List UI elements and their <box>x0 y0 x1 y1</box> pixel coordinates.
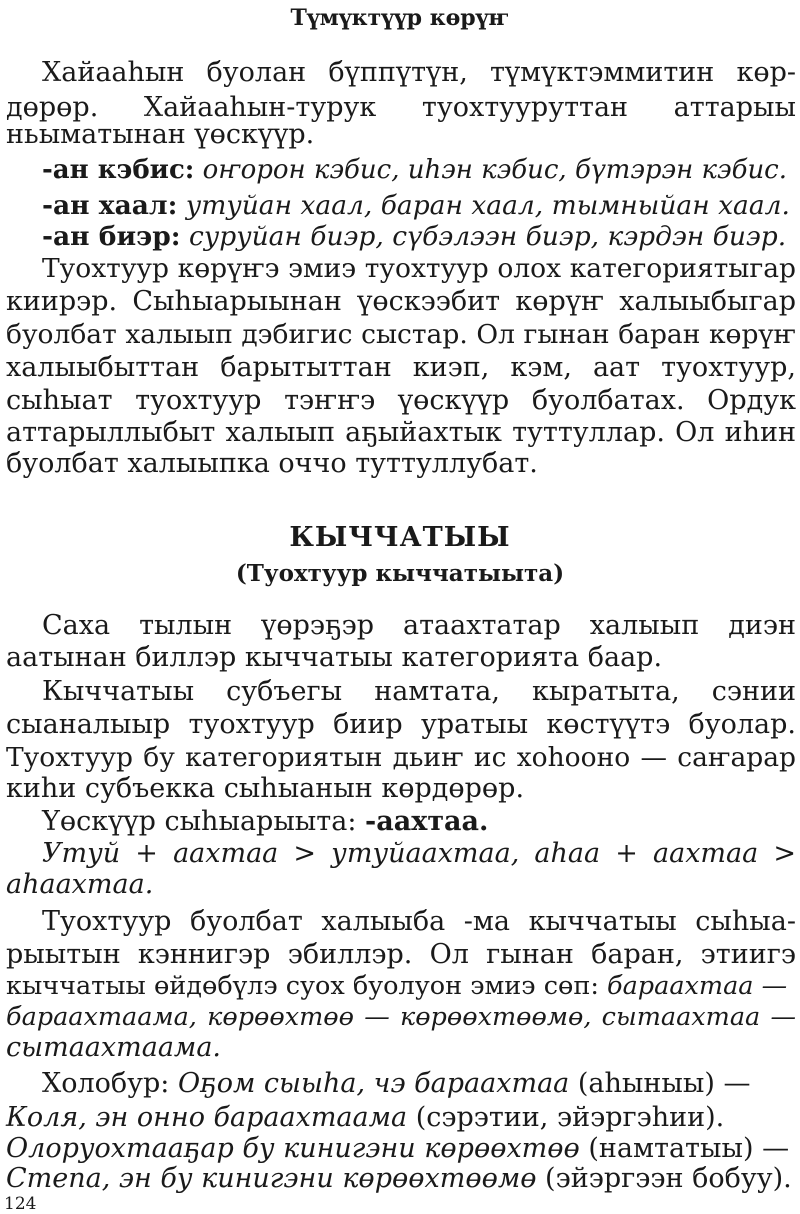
page-number: 124 <box>4 1194 37 1214</box>
formation-example-line1: Утуй + аахтаа > утуйаахтаа, аһаа + аахтаа > <box>42 838 796 869</box>
para2-line7: буолбат халыыпка оччо туттуллубат. <box>6 448 538 479</box>
para4-line3: Туохтуур бу категориятын дьиҥ ис хоһооно — саҥарар <box>6 742 796 773</box>
para5-line2: рыытын кэннигэр эбиллэр. Ол гынан баран, этиигэ <box>6 939 796 970</box>
section-subtitle: (Туохтуур кыччатыыта) <box>235 560 565 587</box>
para2-line2: киирэр. Сыһыарыынан үөскээбит көрүҥ халыыбыгар <box>6 286 796 317</box>
para1-line3: ньыматынан үөскүүр. <box>6 119 315 150</box>
example-row-1 <box>42 152 796 188</box>
para1-line2: дөрөр. Хайааһын-турук туохтууруттан аттарыы <box>6 92 796 123</box>
para5-line1: Туохтуур буолбат халыыба -ма кыччатыы сыһыа- <box>42 906 796 937</box>
example-block-note: (сэрэтии, эйэргэһии). <box>407 1102 725 1133</box>
example-block-note: (намтатыы) — <box>579 1133 790 1164</box>
example-block-italic: Степа, эн бу кинигэни көрөөхтөөмө <box>6 1163 537 1194</box>
example-block-label: Холобур: <box>42 1068 178 1099</box>
formation-line <box>42 804 796 840</box>
para2-line6: аттарыллыбыт халыып аҕыйахтык туттуллар. Ол иһин <box>6 417 796 448</box>
example-text: суруйан биэр, сүбэлээн биэр, кэрдэн биэр. <box>189 221 787 252</box>
para2-line4: халыыбыттан барытыттан киэп, кэм, аат туохтуур, <box>6 352 796 383</box>
example-text: оҥорон кэбис, иһэн кэбис, бүтэрэн кэбис. <box>202 155 788 185</box>
para1-line1: Хайааһын буолан бүппүтүн, түмүктэммитин көр- <box>42 57 796 88</box>
para5-line3-example: бараахтаа — <box>607 971 788 1001</box>
para5-line3-text: кыччатыы өйдөбүлэ суох буолуон эмиэ сөп: <box>6 971 608 1001</box>
para4-line4: киһи субъекка сыһыанын көрдөрөр. <box>6 773 525 804</box>
para4-line2: сыаналыыр туохтуур биир уратыы көстүүтэ буолар. <box>6 709 796 740</box>
para5-line4: бараахтаама, көрөөхтөө — көрөөхтөөмө, сытаахтаа — <box>6 1002 796 1032</box>
para4-line1: Кыччатыы субъегы намтата, кыратыта, сэнии <box>42 676 796 707</box>
para2-line5: сыһыат туохтуур тэҥҥэ үөскүүр буолбатах. Ордук <box>6 385 796 416</box>
example-label: -ан биэр: <box>42 221 181 252</box>
para2-line1: Туохтуур көрүҥэ эмиэ туохтуур олох категориятыгар <box>42 253 796 284</box>
example-block-note: (аһыныы) — <box>569 1068 751 1099</box>
example-text: утуйан хаал, баран хаал, тымныйан хаал. <box>185 190 790 221</box>
example-block-italic: Оҕом сыыһа, чэ бараахтаа <box>178 1068 570 1099</box>
example-block-note: (эйэргээн бобуу). <box>536 1163 792 1194</box>
example-block-line1 <box>42 1066 796 1102</box>
heading-top: Түмүктүүр көрүҥ <box>290 5 510 31</box>
example-block-line4 <box>6 1161 796 1197</box>
para3-line2: аатынан биллэр кыччатыы категорията баар. <box>6 642 663 673</box>
para5-line5: сытаахтаама. <box>6 1032 221 1063</box>
section-title: КЫЧЧАТЫЫ <box>289 522 511 553</box>
formation-label: Үөскүүр сыһыарыыта: <box>42 806 357 837</box>
para3-line1: Саха тылын үөрэҕэр атаахтатар халыып диэн <box>42 610 796 641</box>
example-label: -ан хаал: <box>42 190 178 221</box>
para2-line3: буолбат халыып дэбигис сыстар. Ол гынан баран көрүҥ <box>6 319 796 350</box>
example-block-italic: Коля, эн онно бараахтаама <box>6 1102 408 1133</box>
formation-suffix: -аахтаа. <box>365 806 489 837</box>
example-row-3 <box>42 219 796 255</box>
example-label: -ан кэбис: <box>42 155 195 185</box>
example-block-italic: Олоруохтааҕар бу кинигэни көрөөхтөө <box>6 1133 580 1164</box>
formation-example-line2: аһаахтаа. <box>6 869 154 900</box>
